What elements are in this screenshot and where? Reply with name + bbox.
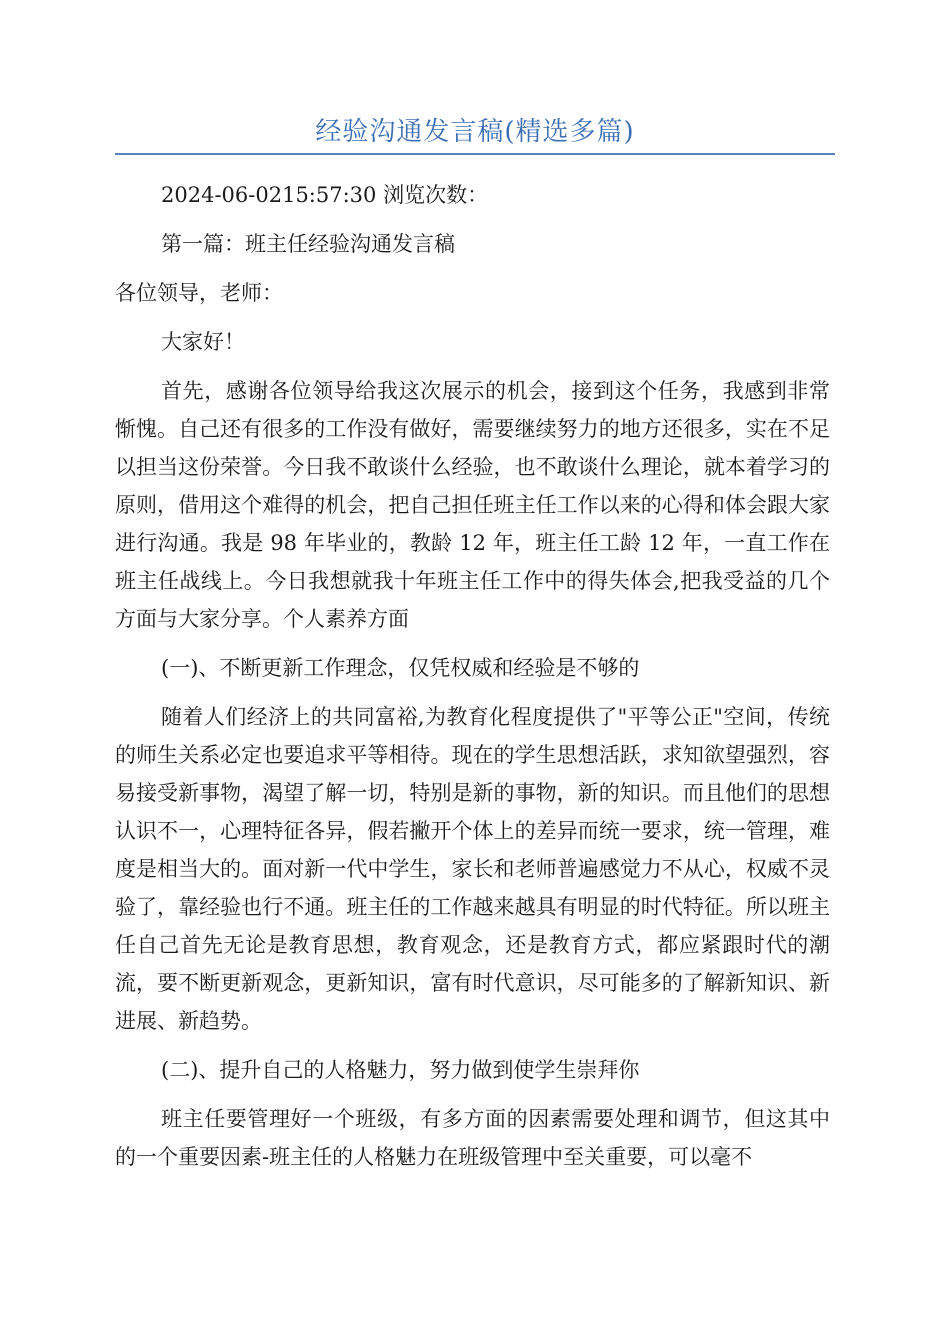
subsection-heading: (一)、不断更新工作理念，仅凭权威和经验是不够的: [161, 656, 640, 680]
document-title: 经验沟通发言稿(精选多篇): [315, 117, 635, 147]
body-paragraph: 班主任要管理好一个班级，有多方面的因素需要处理和调节，但这其中的一个重要因素-班主任的人格魅力在班级管理中至关重要，可以毫不: [115, 1107, 830, 1169]
subsection-heading: (二)、提升自己的人格魅力，努力做到使学生崇拜你: [161, 1058, 640, 1082]
body-paragraph: 随着人们经济上的共同富裕,为教育化程度提供了"平等公正"空间，传统的师生关系必定也要追求平等相待。现在的学生思想活跃，求知欲望强烈，容易接受新事物，渴望了解一切，特别是新的事物，新的知识。而且他们的思想认识不一，心理特征各异，假若撇开个体上的差异而统一要求，统一管理，难度是相当大的。面对新一代中学生，家长和老师普遍感觉力不从心，权威不灵验了，靠经验也行不通。班主任的工作越来越具有明显的时代特征。所以班主任自己首先无论是教育思想，教育观念，还是教育方式，都应紧跟时代的潮流，要不断更新观念，更新知识，富有时代意识，尽可能多的了解新知识、新进展、新趋势。: [115, 705, 830, 1033]
greeting: 大家好！: [161, 330, 245, 354]
salutation: 各位领导，老师：: [115, 281, 283, 305]
body-paragraph: 首先，感谢各位领导给我这次展示的机会，接到这个任务，我感到非常惭愧。自己还有很多的工作没有做好，需要继续努力的地方还很多，实在不足以担当这份荣誉。今日我不敢谈什么经验，也不敢谈什么理论，就本着学习的原则，借用这个难得的机会，把自己担任班主任工作以来的心得和体会跟大家进行沟通。我是 98 年毕业的，教龄 12 年，班主任工龄 12 年，一直工作在班主任战线上。今日我想就我十年班主任工作中的得失体会,把我受益的几个方面与大家分享。个人素养方面: [115, 379, 830, 631]
title-divider: [115, 153, 835, 155]
meta-line: 2024-06-0215:57:30 浏览次数：: [161, 183, 489, 207]
section-heading: 第一篇：班主任经验沟通发言稿: [161, 232, 455, 256]
document-body: [115, 176, 830, 1187]
